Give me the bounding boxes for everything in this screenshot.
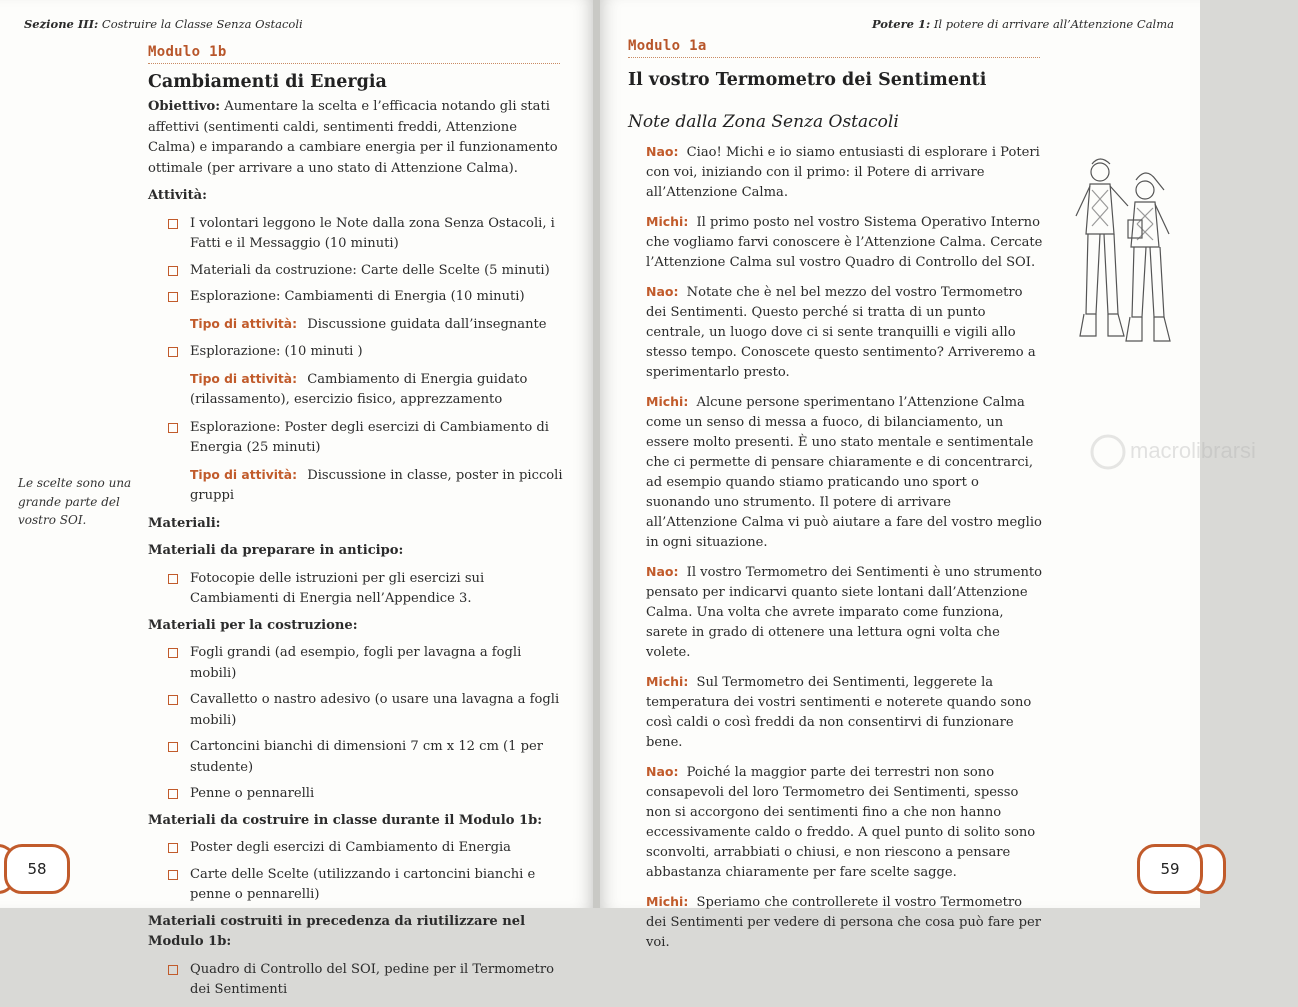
activity-type-label: Tipo di attività:	[190, 371, 298, 386]
margin-note: Le scelte sono una grande parte del vostro SOI.	[18, 476, 132, 527]
material-item	[148, 643, 568, 684]
dialogue-line	[646, 562, 1044, 663]
material-text: Poster degli esercizi di Cambiamento di Energia	[190, 840, 511, 855]
activity-item	[148, 418, 568, 459]
material-text: Quadro di Controllo del SOI, pedine per il Termometro dei Sentimenti	[190, 961, 554, 997]
material-item	[148, 784, 568, 805]
activity-type	[148, 369, 568, 411]
prep-heading: Materiali da preparare in anticipo:	[148, 543, 404, 558]
speech-text: Il vostro Termometro dei Sentimenti è uno strumento pensato per indicarvi quanto siete lontani dall’Attenzione Calma. Una volta che avrete imparato come funziona, sarete in grado di ottenere una lettura ogni volta che volete.	[646, 565, 1043, 660]
checkbox-icon	[168, 266, 178, 276]
dialogue-line	[646, 212, 1044, 273]
checkbox-icon	[168, 789, 178, 799]
checkbox-icon	[168, 742, 178, 752]
watermark-text: macrolibrarsi	[1130, 438, 1256, 463]
section-title: Costruire la Classe Senza Ostacoli	[101, 17, 303, 31]
activity-item	[148, 261, 568, 282]
activities-heading: Attività:	[148, 188, 207, 203]
material-text: Cavalletto o nastro adesivo (o usare una lavagna a fogli mobili)	[190, 692, 560, 728]
module-label-right: Modulo 1a	[628, 38, 1040, 58]
activity-text: Esplorazione: Poster degli esercizi di Cambiamento di Energia (25 minuti)	[190, 419, 549, 455]
speech-text: Sul Termometro dei Sentimenti, leggerete la temperatura dei vostri sentimenti e noterete quando sono così caldi o così freddi da non consentirvi di funzionare bene.	[646, 675, 1032, 750]
power-label: Potere 1:	[871, 17, 931, 31]
dialogue-line	[646, 892, 1044, 953]
activity-type	[148, 465, 568, 507]
material-item	[148, 737, 568, 778]
activity-text: Esplorazione: Cambiamenti di Energia (10 minuti)	[190, 289, 525, 304]
activity-text: I volontari leggono le Note dalla zona Senza Ostacoli, i Fatti e il Messaggio (10 minuti)	[190, 215, 555, 251]
material-item	[148, 865, 568, 906]
checkbox-icon	[168, 423, 178, 433]
checkbox-icon	[168, 695, 178, 705]
class-heading: Materiali da costruire in classe durante il Modulo 1b:	[148, 812, 543, 828]
speaker-name: Michi:	[646, 894, 689, 909]
objective	[148, 97, 568, 179]
left-page	[0, 0, 594, 997]
material-text: Fotocopie delle istruzioni per gli esercizi sui Cambiamenti di Energia nell’Appendice 3.	[190, 570, 485, 606]
material-item	[148, 960, 568, 1001]
section-label: Sezione III:	[24, 17, 99, 31]
speaker-name: Nao:	[646, 564, 679, 579]
objective-text: Aumentare la scelta e l’efficacia notando gli stati affettivi (sentimenti caldi, sentimenti freddi, Attenzione Calma) e imparando a cambiare energia per il funzionamento ottimale (per arrivare a uno stato di Attenzione Calma).	[148, 99, 558, 176]
speech-text: Ciao! Michi e io siamo entusiasti di esplorare i Poteri con voi, iniziando con il primo: il Potere di arrivare all’Attenzione Calma.	[646, 145, 1040, 200]
activity-text: Esplorazione: (10 minuti )	[190, 344, 363, 359]
material-item	[148, 690, 568, 731]
activity-type-label: Tipo di attività:	[190, 316, 298, 331]
activity-item	[148, 287, 568, 308]
speech-text: Notate che è nel bel mezzo del vostro Termometro dei Sentimenti. Questo perché si tratta di un punto centrale, un luogo dove ci si sente tranquilli e vigili allo stesso tempo. Conoscete questo sentimento? Arriveremo a sperimentarlo presto.	[646, 285, 1036, 380]
activity-type-label: Tipo di attività:	[190, 467, 298, 482]
section-subtitle: Note dalla Zona Senza Ostacoli	[628, 112, 899, 132]
checkbox-icon	[168, 965, 178, 975]
activity-type-text: Discussione in classe, poster in piccoli gruppi	[190, 467, 563, 503]
activity-type-text: Cambiamento di Energia guidato (rilassamento), esercizio fisico, apprezzamento	[190, 371, 528, 407]
activity-item	[148, 214, 568, 255]
checkbox-icon	[168, 648, 178, 658]
speech-text: Speriamo che controllerete il vostro Termometro dei Sentimenti per vedere di persona che cosa può fare per voi.	[646, 895, 1042, 950]
material-text: Fogli grandi (ad esempio, fogli per lavagna a fogli mobili)	[190, 645, 522, 681]
reuse-heading: Materiali costruiti in precedenza da riutilizzare nel Modulo 1b:	[148, 913, 526, 949]
materials-heading: Materiali:	[148, 515, 221, 531]
dialogue-line	[646, 142, 1044, 203]
page-title-left: Cambiamenti di Energia	[148, 72, 387, 92]
dialogue	[646, 142, 1044, 962]
build-heading: Materiali per la costruzione:	[148, 617, 358, 633]
checkbox-icon	[168, 843, 178, 853]
characters-illustration	[1070, 150, 1180, 360]
speech-text: Alcune persone sperimentano l’Attenzione Calma come un senso di messa a fuoco, di bilanciamento, un essere molto presenti. È uno stato mentale e sentimentale che ci permette di pensare chiaramente e di concentrarci, ad esempio quando stiamo praticando uno sport o suonando uno strumento. Il potere di arrivare all’Attenzione Calma vi può aiutare a fare del vostro meglio in ogni situazione.	[646, 395, 1042, 550]
material-item	[148, 838, 568, 859]
checkbox-icon	[168, 292, 178, 302]
page-title-right: Il vostro Termometro dei Sentimenti	[628, 70, 987, 90]
checkbox-icon	[168, 219, 178, 229]
right-page	[600, 0, 1256, 950]
dialogue-line	[646, 392, 1044, 553]
activity-type	[148, 314, 568, 336]
material-text: Cartoncini bianchi di dimensioni 7 cm x 12 cm (1 per studente)	[190, 739, 544, 775]
speech-text: Il primo posto nel vostro Sistema Operativo Interno che vogliamo farvi conoscere è l’Attenzione Calma. Cercate l’Attenzione Calma sul vostro Quadro di Controllo del SOI.	[646, 215, 1043, 270]
dialogue-line	[646, 672, 1044, 753]
page-number-right: 59	[1137, 844, 1203, 894]
material-text: Penne o pennarelli	[190, 786, 315, 801]
material-text: Carte delle Scelte (utilizzando i cartoncini bianchi e penne o pennarelli)	[190, 866, 536, 902]
module-label-left: Modulo 1b	[148, 44, 560, 64]
speaker-name: Michi:	[646, 674, 689, 689]
dialogue-line	[646, 762, 1044, 883]
checkbox-icon	[168, 574, 178, 584]
speech-text: Poiché la maggior parte dei terrestri non sono consapevoli del loro Termometro dei Sentimenti, spesso non si accorgono dei sentimenti fino a che non hanno eccessivamente caldo o freddo. A quel punto di solito sono sconvolti, arrabbiati o chiusi, e non riescono a pensare abbastanza chiaramente per fare scelte sagge.	[646, 765, 1036, 880]
speaker-name: Michi:	[646, 214, 689, 229]
dialogue-line	[646, 282, 1044, 383]
activity-type-text: Discussione guidata dall’insegnante	[307, 316, 547, 332]
activity-text: Materiali da costruzione: Carte delle Scelte (5 minuti)	[190, 262, 550, 278]
speaker-name: Nao:	[646, 284, 679, 299]
power-title: Il potere di arrivare all’Attenzione Calma	[933, 17, 1174, 31]
left-running-head	[24, 17, 303, 31]
material-item	[148, 569, 568, 610]
checkbox-icon	[168, 347, 178, 357]
checkbox-icon	[168, 870, 178, 880]
right-running-head	[872, 17, 1174, 31]
speaker-name: Nao:	[646, 764, 679, 779]
left-content	[148, 97, 568, 1007]
page-number-left: 58	[4, 844, 70, 894]
activity-item	[148, 342, 568, 363]
watermark-logo	[1088, 430, 1298, 474]
speaker-name: Nao:	[646, 144, 679, 159]
speaker-name: Michi:	[646, 394, 689, 409]
objective-label: Obiettivo:	[148, 99, 221, 114]
